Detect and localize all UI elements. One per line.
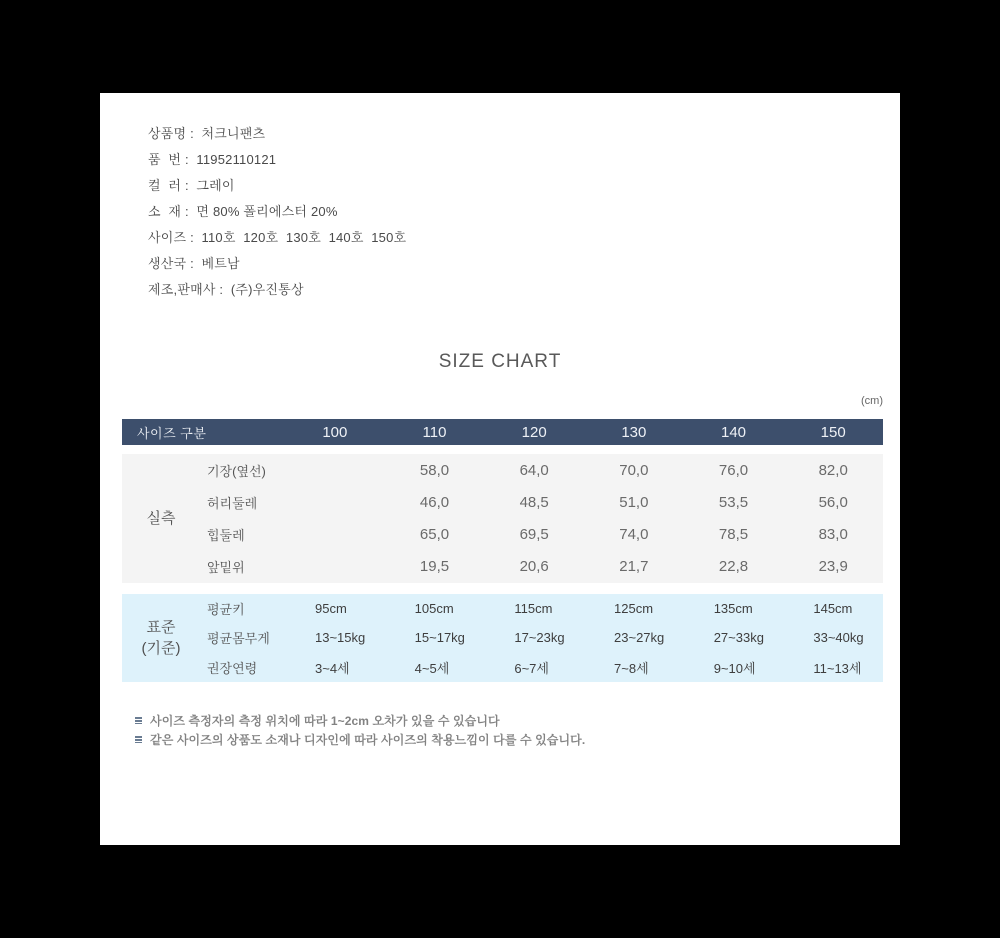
cell: 11~13세 — [813, 660, 862, 676]
row-label-waist: 허리둘레 — [207, 495, 258, 511]
note-bullet-icon — [135, 717, 142, 724]
cell: 135cm — [713, 601, 753, 617]
note-bullet-icon — [135, 736, 142, 743]
cell: 105cm — [414, 601, 454, 617]
cell: 53,5 — [718, 493, 749, 511]
cell: 17~23kg — [514, 630, 565, 646]
cell: 125cm — [614, 601, 654, 617]
cell: 65,0 — [419, 526, 450, 544]
cell: 33~40kg — [813, 630, 864, 646]
table-row — [200, 653, 883, 682]
header-size-100: 100 — [322, 423, 348, 441]
size-table-header-row — [122, 419, 883, 445]
product-manufacturer-line: 제조,판매사 : (주)우진통상 — [148, 282, 304, 297]
product-origin-line: 생산국 : 베트남 — [148, 256, 240, 271]
cell: 83,0 — [818, 526, 848, 544]
header-size-150: 150 — [820, 423, 846, 441]
product-material-line: 소 재 : 면 80% 폴리에스터 20% — [148, 204, 338, 219]
measured-section — [122, 454, 883, 583]
group-label-line: 실측 — [146, 510, 176, 527]
product-name-line: 상품명 : 처크니팬츠 — [148, 126, 266, 141]
cell: 7~8세 — [614, 660, 649, 676]
cell: 70,0 — [619, 461, 649, 479]
cell: 22,8 — [718, 558, 749, 576]
cell: 78,5 — [718, 526, 749, 544]
cell: 9~10세 — [713, 660, 756, 676]
cell: 23~27kg — [614, 630, 665, 646]
cell: 4~5세 — [414, 660, 450, 676]
size-chart-title: SIZE CHART — [438, 351, 562, 372]
row-label-length: 기장(옆선) — [207, 463, 266, 479]
header-size-110: 110 — [422, 423, 447, 441]
cell: 74,0 — [619, 526, 649, 544]
cell: 64,0 — [519, 461, 549, 479]
header-size-category: 사이즈 구분 — [137, 425, 207, 441]
table-row — [200, 486, 883, 518]
row-label-avg-height: 평균키 — [207, 602, 245, 618]
cell: 95cm — [315, 601, 347, 617]
cell: 46,0 — [419, 493, 450, 511]
product-color-line: 컬 러 : 그레이 — [148, 178, 235, 193]
row-label-rec-age: 권장연령 — [207, 660, 258, 676]
note-text: 같은 사이즈의 상품도 소재나 디자인에 따라 사이즈의 착용느낌이 다를 수 있습니다. — [150, 733, 586, 747]
header-size-130: 130 — [621, 423, 647, 441]
cell: 19,5 — [419, 558, 450, 576]
cell: 20,6 — [519, 558, 549, 576]
cell: 13~15kg — [315, 630, 366, 646]
header-size-140: 140 — [721, 423, 747, 441]
standard-group-label — [122, 594, 200, 682]
product-number-line: 품 번 : 11952110121 — [148, 152, 277, 167]
row-label-avg-weight: 평균몸무게 — [207, 631, 270, 647]
standard-section — [122, 594, 883, 682]
note-line — [135, 711, 585, 730]
group-label-line: 표준 — [146, 619, 176, 636]
cell: 145cm — [813, 601, 853, 617]
table-row — [200, 519, 883, 551]
product-sizes-line: 사이즈 : 110호 120호 130호 140호 150호 — [148, 230, 407, 245]
cell: 6~7세 — [514, 660, 549, 676]
cell: 51,0 — [619, 493, 649, 511]
cell: 27~33kg — [713, 630, 764, 646]
note-line — [135, 730, 585, 749]
table-row — [200, 454, 883, 486]
row-label-hip: 힙둘레 — [207, 528, 245, 544]
cell: 56,0 — [818, 493, 848, 511]
cell: 76,0 — [718, 461, 749, 479]
standard-rows — [200, 594, 883, 682]
row-label-rise: 앞밑위 — [207, 560, 245, 576]
cell: 58,0 — [419, 461, 450, 479]
product-detail-panel — [100, 93, 900, 845]
cell: 15~17kg — [414, 630, 465, 646]
table-row — [200, 623, 883, 652]
cell: 21,7 — [619, 558, 649, 576]
product-info-block — [148, 121, 406, 303]
header-size-120: 120 — [521, 423, 547, 441]
unit-label: (cm) — [861, 395, 883, 407]
table-row — [200, 551, 883, 583]
note-text: 사이즈 측정자의 측정 위치에 따라 1~2cm 오차가 있을 수 있습니다 — [150, 714, 500, 728]
group-label-line: (기준) — [141, 640, 181, 657]
cell: 115cm — [514, 601, 553, 617]
cell: 48,5 — [519, 493, 549, 511]
measured-group-label — [122, 454, 200, 583]
cell: 82,0 — [818, 461, 848, 479]
measured-rows — [200, 454, 883, 583]
cell: 69,5 — [519, 526, 549, 544]
size-chart-table — [122, 419, 883, 682]
cell: 23,9 — [818, 558, 848, 576]
table-row — [200, 594, 883, 623]
size-chart-notes — [135, 711, 585, 749]
cell: 3~4세 — [315, 660, 350, 676]
